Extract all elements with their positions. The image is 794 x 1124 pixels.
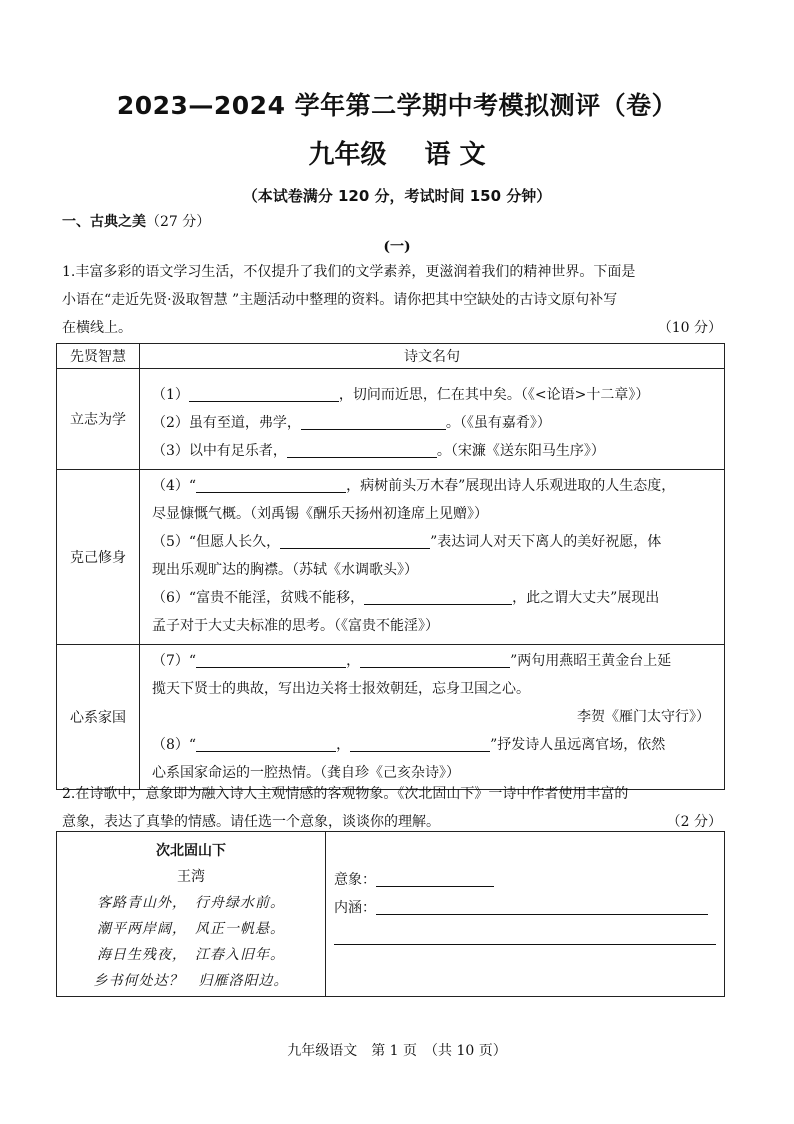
- section-heading: [62, 211, 210, 231]
- item-6-cont: 孟子对于大丈夫标准的思考。（《富贵不能淫》）: [152, 618, 439, 634]
- part-heading: (一): [383, 239, 411, 255]
- section-points: （27 分）: [146, 214, 211, 230]
- item-5-cont: 现出乐观旷达的胸襟。（苏轼《水调歌头》）: [152, 562, 418, 578]
- item-8: （8）“ ， ”抒发诗人虽远离官场，依然: [140, 731, 724, 759]
- blank-7a[interactable]: [196, 650, 346, 668]
- item-5: （5）“但愿人长久， ”表达词人对天下离人的美好祝愿，体: [140, 528, 724, 556]
- blank-4[interactable]: [196, 475, 346, 493]
- meaning-label: 内涵：: [334, 900, 376, 916]
- blank-2[interactable]: [301, 412, 446, 430]
- item-2: （2）虽有至道，弗学， 。（《虽有嘉肴》）: [140, 409, 724, 437]
- q2-line-1: 2.在诗歌中，意象即为融入诗人主观情感的客观物象。《次北固山下》一诗中作者使用丰富的: [62, 786, 629, 802]
- poem-line: 潮平两岸阔， 风正一帆悬。: [97, 921, 285, 937]
- q2-score: （2 分）: [666, 814, 722, 830]
- item-4-cont: 尽显慷慨气概。（刘禹锡《酬乐天扬州初逢席上见赠》）: [152, 506, 488, 522]
- item-7-source: 李贺《雁门太守行》）: [577, 709, 710, 725]
- poem-line: 海日生残夜， 江春入旧年。: [97, 947, 285, 963]
- blank-5[interactable]: [280, 531, 430, 549]
- q1-line-3-row: [62, 314, 722, 342]
- q1-line-1: 1.丰富多彩的语文学习生活，不仅提升了我们的文学素养，更滋润着我们的精神世界。下面是: [62, 264, 636, 280]
- blank-1[interactable]: [189, 384, 339, 402]
- meaning-blank-2[interactable]: [334, 927, 716, 945]
- grade-label: 九年级: [308, 140, 387, 170]
- image-blank[interactable]: [376, 869, 494, 887]
- poem-title: 次北固山下: [156, 843, 226, 859]
- poem-cell: [57, 832, 326, 997]
- question-1: [62, 258, 722, 342]
- grade-subject: [0, 134, 794, 171]
- meaning-blank-1[interactable]: [376, 897, 708, 915]
- header-quotes: 诗文名句: [140, 344, 725, 369]
- blank-6[interactable]: [364, 587, 512, 605]
- category-nation: 心系家国: [57, 645, 140, 790]
- item-4: （4）“ ，病树前头万木春”展现出诗人乐观进取的人生态度，: [140, 472, 724, 500]
- image-row: [334, 866, 724, 894]
- blank-8b[interactable]: [350, 734, 490, 752]
- blank-7b[interactable]: [360, 650, 510, 668]
- section-label: 一、古典之美: [62, 214, 146, 230]
- subject-label: 语 文: [424, 140, 486, 170]
- page-title: 2023—2024 学年第二学期中考模拟测评（卷）: [116, 91, 678, 120]
- poem-line: 乡书何处达？ 归雁洛阳边。: [93, 973, 289, 989]
- item-1: （1） ，切问而近思，仁在其中矣。（《<论语>十二章》）: [140, 381, 724, 409]
- item-8-cont: 心系国家命运的一腔热情。（龚自珍《己亥杂诗》）: [152, 765, 460, 781]
- item-6: （6）“富贵不能淫，贫贱不能移， ，此之谓大丈夫”展现出: [140, 584, 724, 612]
- meaning-row-2: [334, 924, 724, 952]
- exam-note: （本试卷满分 120 分，考试时间 150 分钟）: [242, 187, 552, 205]
- q1-line-3: 在横线上。: [62, 320, 132, 336]
- q1-line-2: 小语在“走近先贤·汲取智慧 ”主题活动中整理的资料。请你把其中空缺处的古诗文原句补写: [62, 292, 618, 308]
- category-study: 立志为学: [57, 369, 140, 470]
- item-7: （7）“ ， ”两句用燕昭王黄金台上延: [140, 647, 724, 675]
- meaning-row: [334, 894, 724, 922]
- q2-line-2: 意象，表达了真挚的情感。请任选一个意象，谈谈你的理解。: [62, 814, 440, 830]
- blank-8a[interactable]: [196, 734, 336, 752]
- page-footer: 九年级语文 第 1 页 （共 10 页）: [287, 1043, 507, 1059]
- poem-author: 王湾: [177, 869, 205, 885]
- poem-table: [56, 831, 725, 997]
- header-category: 先贤智慧: [57, 344, 140, 369]
- poem-line: 客路青山外， 行舟绿水前。: [97, 895, 285, 911]
- item-3: （3）以中有足乐者， 。（宋濂《送东阳马生序》）: [140, 437, 724, 465]
- answer-cell: [326, 832, 725, 997]
- item-7-cont: 揽天下贤士的典故，写出边关将士报效朝廷，忘身卫国之心。: [152, 681, 530, 697]
- question-2: [62, 780, 722, 836]
- category-self: 克己修身: [57, 470, 140, 645]
- quote-table: [56, 343, 725, 790]
- blank-3[interactable]: [287, 440, 437, 458]
- image-label: 意象：: [334, 872, 376, 888]
- q1-score: （10 分）: [657, 320, 722, 336]
